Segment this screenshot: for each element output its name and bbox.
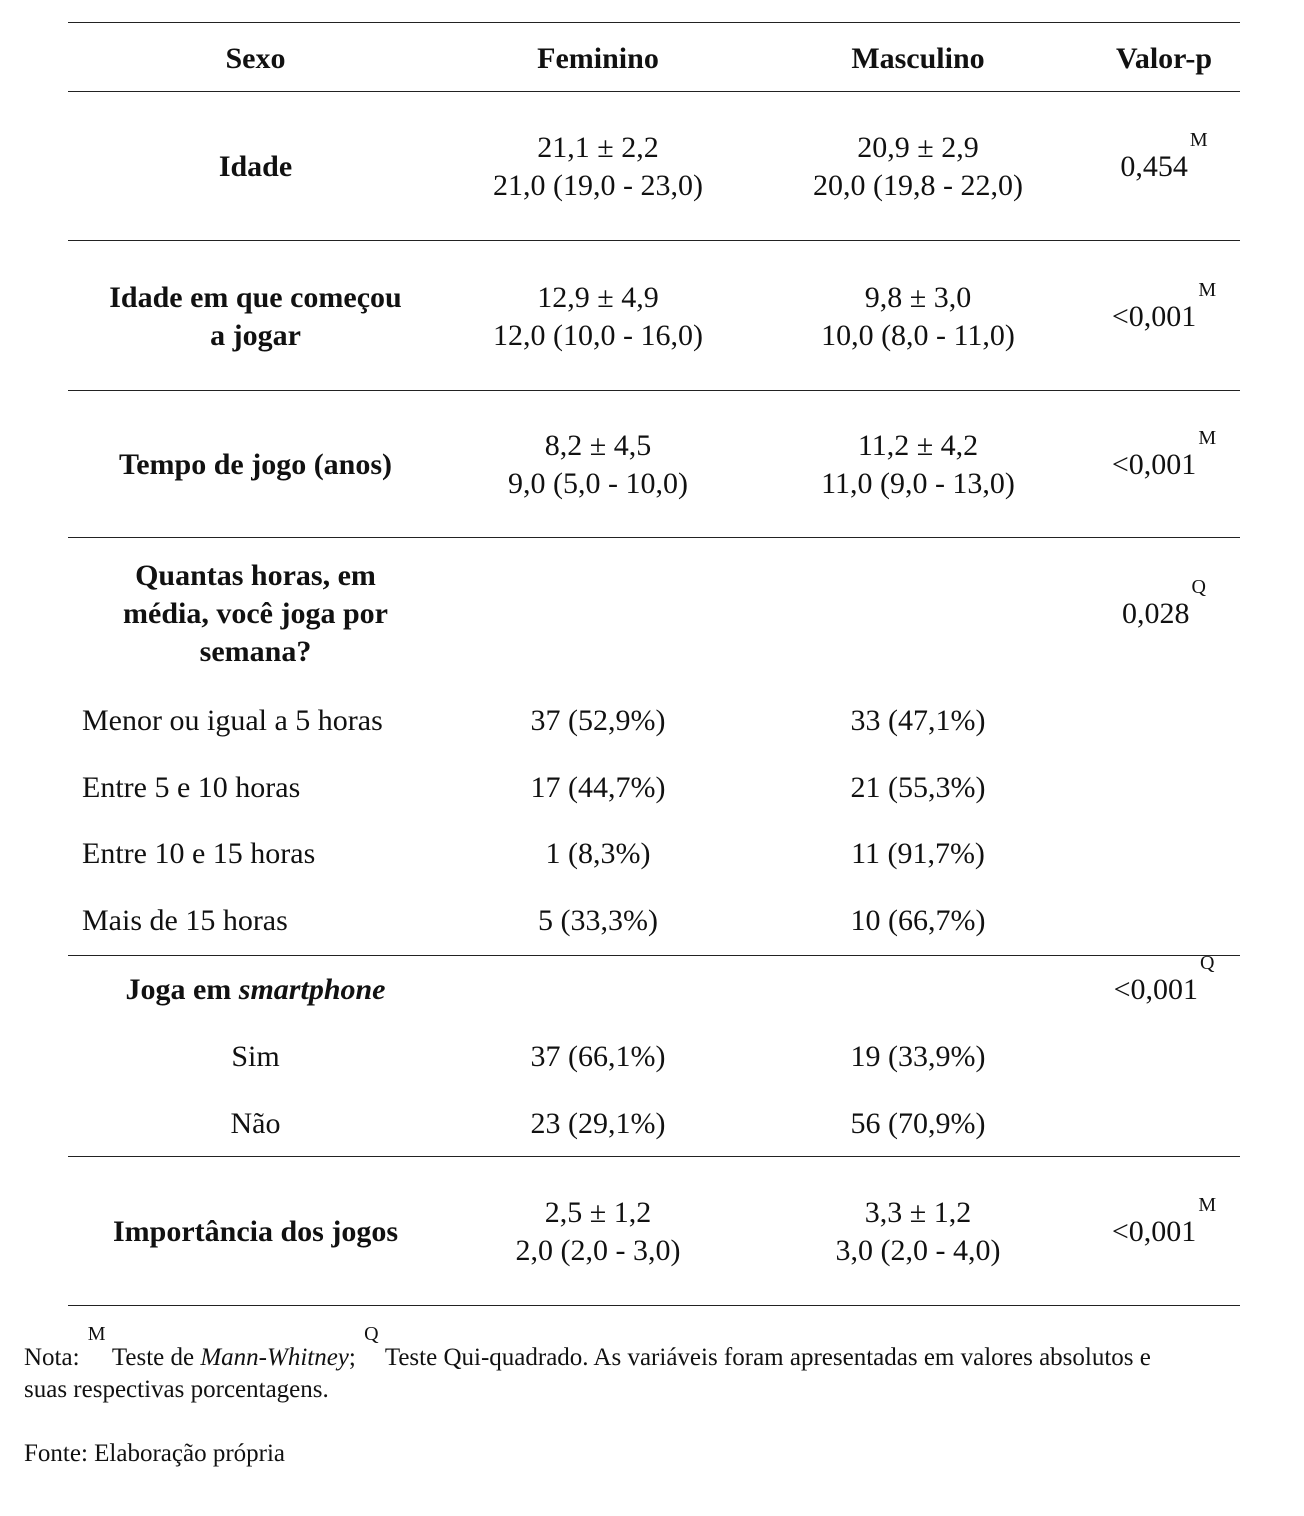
cell-smartphone-p-value — [1088, 952, 1240, 1009]
test-mark: M — [1198, 427, 1217, 449]
test-mark: Q — [1191, 576, 1206, 598]
option-label: Entre 5 e 10 horas — [82, 771, 301, 804]
mean-sd: 11,2 ± 4,2 — [857, 429, 979, 462]
note-line — [24, 1323, 1294, 1374]
label-prefix: Joga em — [125, 973, 232, 1006]
table-note — [24, 1323, 1294, 1406]
label-line: Idade em que começou — [109, 281, 402, 314]
header-valor-p: Valor-p — [1115, 42, 1213, 75]
median-iqr: 2,0 (2,0 - 3,0) — [515, 1234, 681, 1267]
cell-idade-inicio-p-value — [1088, 279, 1240, 336]
table-top-rule — [68, 22, 1240, 23]
label-line: a jogar — [210, 319, 301, 352]
option-masculino: 10 (66,7%) — [850, 904, 986, 937]
cell-idade-masculino — [768, 129, 1068, 205]
note-sep: ; — [348, 1344, 356, 1371]
mean-sd: 21,1 ± 2,2 — [537, 131, 659, 164]
mean-sd: 2,5 ± 1,2 — [544, 1196, 652, 1229]
test-mark: M — [1198, 1194, 1217, 1216]
source-text: Fonte: Elaboração própria — [24, 1440, 286, 1467]
median-iqr: 3,0 (2,0 - 4,0) — [835, 1234, 1001, 1267]
median-iqr: 21,0 (19,0 - 23,0) — [493, 169, 703, 202]
p-value: 0,028 — [1122, 597, 1190, 630]
median-iqr: 20,0 (19,8 - 22,0) — [813, 169, 1023, 202]
row-label-smartphone — [78, 971, 433, 1009]
mean-sd: 12,9 ± 4,9 — [537, 281, 659, 314]
row-label-horas-semana — [78, 557, 433, 671]
cell-idade-inicio-feminino — [448, 279, 748, 355]
note-q-text: Teste Qui-quadrado. As variáveis foram apresentadas em valores absolutos e — [384, 1344, 1151, 1371]
median-iqr: 12,0 (10,0 - 16,0) — [493, 319, 703, 352]
cell-tempo-jogo-masculino — [768, 427, 1068, 503]
row-label-idade-inicio — [78, 279, 433, 355]
note-line: suas respectivas porcentagens. — [24, 1376, 329, 1403]
mean-sd: 3,3 ± 1,2 — [864, 1196, 972, 1229]
cell-tempo-jogo-feminino — [448, 427, 748, 503]
p-value: <0,001 — [1111, 300, 1197, 333]
median-iqr: 9,0 (5,0 - 10,0) — [508, 467, 688, 500]
option-masculino: 19 (33,9%) — [850, 1040, 986, 1073]
row-divider — [68, 390, 1240, 391]
note-q-mark: Q — [364, 1323, 379, 1345]
option-label: Menor ou igual a 5 horas — [82, 704, 383, 737]
cell-tempo-jogo-p-value — [1088, 427, 1240, 484]
row-divider — [68, 955, 1240, 956]
cell-importancia-masculino — [768, 1194, 1068, 1270]
mean-sd: 9,8 ± 3,0 — [864, 281, 972, 314]
note-m-text: Teste de — [111, 1344, 195, 1371]
option-feminino: 37 (52,9%) — [530, 704, 666, 737]
p-value: <0,001 — [1111, 1215, 1197, 1248]
option-label: Não — [230, 1107, 281, 1140]
option-masculino: 33 (47,1%) — [850, 704, 986, 737]
test-mark: Q — [1199, 952, 1215, 974]
header-masculino: Masculino — [851, 42, 985, 75]
cell-importancia-feminino — [448, 1194, 748, 1270]
label-line: semana? — [199, 635, 312, 668]
table-bottom-rule — [68, 1305, 1240, 1306]
p-value: <0,001 — [1113, 973, 1198, 1006]
option-feminino: 37 (66,1%) — [530, 1040, 666, 1073]
label-italic: smartphone — [238, 973, 386, 1006]
label-line: Quantas horas, em — [135, 559, 376, 592]
header-feminino: Feminino — [537, 42, 659, 75]
p-value: 0,454 — [1120, 150, 1188, 183]
note-prefix: Nota: — [24, 1344, 80, 1371]
cell-idade-p-value — [1088, 129, 1240, 186]
option-feminino: 17 (44,7%) — [530, 771, 666, 804]
row-divider — [68, 240, 1240, 241]
note-m-test-name: Mann-Whitney — [200, 1344, 349, 1371]
row-label-idade: Idade — [218, 150, 293, 183]
cell-horas-semana-p-value — [1088, 576, 1240, 633]
header-sexo: Sexo — [225, 42, 286, 75]
option-masculino: 21 (55,3%) — [850, 771, 986, 804]
p-value: <0,001 — [1111, 448, 1197, 481]
cell-idade-inicio-masculino — [768, 279, 1068, 355]
option-feminino: 5 (33,3%) — [538, 904, 658, 937]
median-iqr: 10,0 (8,0 - 11,0) — [821, 319, 1015, 352]
mean-sd: 20,9 ± 2,9 — [857, 131, 979, 164]
option-label: Sim — [231, 1040, 280, 1073]
note-m-mark: M — [87, 1323, 106, 1345]
cell-idade-feminino — [448, 129, 748, 205]
option-feminino: 1 (8,3%) — [545, 837, 651, 870]
header-bottom-rule — [68, 91, 1240, 92]
mean-sd: 8,2 ± 4,5 — [544, 429, 652, 462]
option-label: Entre 10 e 15 horas — [82, 837, 316, 870]
row-label-tempo-jogo: Tempo de jogo (anos) — [118, 448, 393, 481]
option-label: Mais de 15 horas — [82, 904, 288, 937]
option-feminino: 23 (29,1%) — [530, 1107, 666, 1140]
label-line: média, você joga por — [123, 597, 388, 630]
test-mark: M — [1198, 279, 1217, 301]
option-masculino: 11 (91,7%) — [851, 837, 985, 870]
row-divider — [68, 1156, 1240, 1157]
option-masculino: 56 (70,9%) — [850, 1107, 986, 1140]
median-iqr: 11,0 (9,0 - 13,0) — [821, 467, 1015, 500]
test-mark: M — [1189, 129, 1208, 151]
row-label-importancia: Importância dos jogos — [112, 1215, 398, 1248]
cell-importancia-p-value — [1088, 1194, 1240, 1251]
row-divider — [68, 537, 1240, 538]
